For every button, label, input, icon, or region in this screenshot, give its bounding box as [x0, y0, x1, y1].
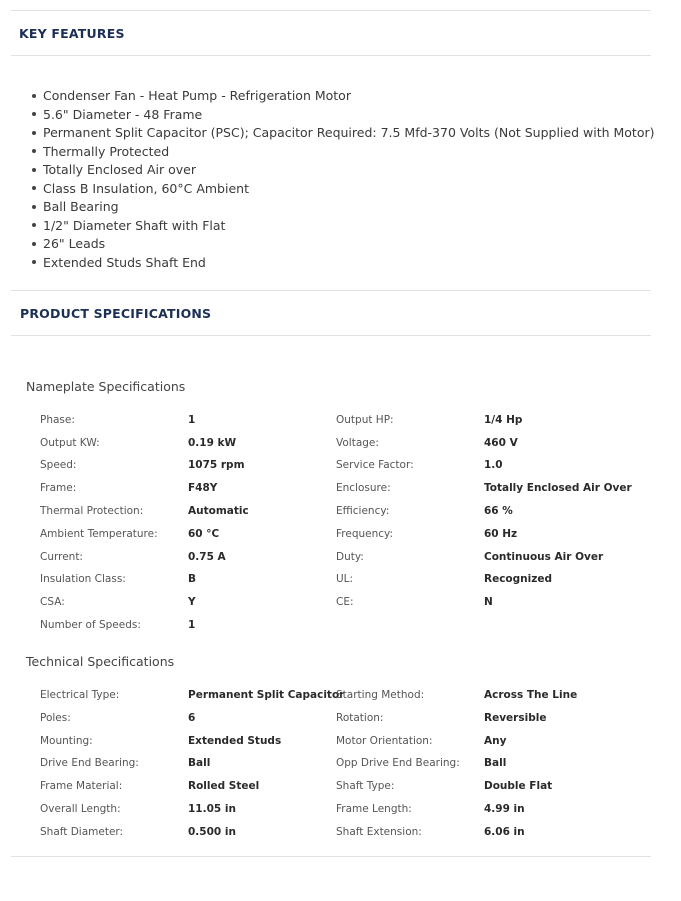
spec-value: Y: [188, 596, 196, 608]
spec-value: Extended Studs: [188, 735, 282, 747]
product-specifications-title: PRODUCT SPECIFICATIONS: [20, 306, 212, 321]
spec-label: Thermal Protection:: [40, 505, 144, 517]
spec-label: Output HP:: [336, 414, 394, 426]
spec-value: Continuous Air Over: [484, 551, 604, 563]
spec-value: 1: [188, 414, 196, 426]
spec-label: Current:: [40, 551, 83, 563]
table-row: [40, 825, 640, 847]
spec-label: Opp Drive End Bearing:: [336, 757, 460, 769]
spec-label: Shaft Extension:: [336, 826, 422, 838]
spec-value: 66 %: [484, 505, 513, 517]
spec-label: Number of Speeds:: [40, 619, 141, 631]
divider-top: [11, 10, 651, 11]
technical-specifications-title: Technical Specifications: [26, 654, 175, 669]
spec-label: CSA:: [40, 596, 65, 608]
spec-label: Overall Length:: [40, 803, 121, 815]
spec-value: 60 °C: [188, 528, 220, 540]
nameplate-specifications-title: Nameplate Specifications: [26, 379, 186, 394]
bullet-icon: [32, 94, 36, 98]
spec-label: Output KW:: [40, 437, 100, 449]
spec-label: CE:: [336, 596, 354, 608]
spec-label: Mounting:: [40, 735, 93, 747]
spec-value: 1075 rpm: [188, 459, 245, 471]
bullet-icon: [32, 168, 36, 172]
list-item: 5.6" Diameter - 48 Frame: [29, 106, 655, 125]
spec-label: Drive End Bearing:: [40, 757, 139, 769]
table-row: [40, 595, 640, 617]
divider-key-features: [11, 55, 651, 56]
list-item: Ball Bearing: [29, 198, 655, 217]
spec-label: Frame Length:: [336, 803, 412, 815]
bullet-icon: [32, 112, 36, 116]
spec-value: Across The Line: [484, 689, 578, 701]
list-item: Condenser Fan - Heat Pump - Refrigeration Motor: [29, 87, 655, 106]
spec-value: 1: [188, 619, 196, 631]
table-row: [40, 688, 640, 710]
spec-value: 1.0: [484, 459, 503, 471]
list-item: 26" Leads: [29, 235, 655, 254]
table-row: [40, 734, 640, 756]
bullet-icon: [32, 260, 36, 264]
table-row: [40, 436, 640, 458]
spec-value: Automatic: [188, 505, 249, 517]
spec-label: Insulation Class:: [40, 573, 126, 585]
bullet-icon: [32, 131, 36, 135]
spec-value: Any: [484, 735, 507, 747]
spec-label: Frame:: [40, 482, 77, 494]
list-item: Class B Insulation, 60°C Ambient: [29, 180, 655, 199]
table-row: [40, 779, 640, 801]
spec-label: Poles:: [40, 712, 71, 724]
spec-label: Motor Orientation:: [336, 735, 433, 747]
spec-value: Rolled Steel: [188, 780, 260, 792]
spec-value: 460 V: [484, 437, 518, 449]
list-item: 1/2" Diameter Shaft with Flat: [29, 217, 655, 236]
divider-bottom: [11, 856, 651, 857]
table-row: [40, 550, 640, 572]
table-row: [40, 618, 640, 640]
bullet-icon: [32, 205, 36, 209]
list-item: Extended Studs Shaft End: [29, 254, 655, 273]
spec-value: 6: [188, 712, 196, 724]
spec-value: B: [188, 573, 197, 585]
spec-value: 4.99 in: [484, 803, 525, 815]
table-row: [40, 481, 640, 503]
key-features-list: [29, 87, 655, 272]
spec-value: 11.05 in: [188, 803, 236, 815]
spec-value: F48Y: [188, 482, 218, 494]
bullet-icon: [32, 186, 36, 190]
key-features-title: KEY FEATURES: [19, 26, 125, 41]
table-row: [40, 504, 640, 526]
spec-value: 0.500 in: [188, 826, 236, 838]
spec-value: Ball: [188, 757, 211, 769]
spec-label: Electrical Type:: [40, 689, 120, 701]
spec-value: 0.75 A: [188, 551, 226, 563]
spec-label: Frequency:: [336, 528, 394, 540]
spec-value: 1/4 Hp: [484, 414, 523, 426]
bullet-icon: [32, 149, 36, 153]
spec-value: Totally Enclosed Air Over: [484, 482, 632, 494]
spec-value: 6.06 in: [484, 826, 525, 838]
list-item: Totally Enclosed Air over: [29, 161, 655, 180]
spec-value: 60 Hz: [484, 528, 518, 540]
spec-label: Duty:: [336, 551, 364, 563]
spec-label: Shaft Diameter:: [40, 826, 124, 838]
list-item: Thermally Protected: [29, 143, 655, 162]
list-item: Permanent Split Capacitor (PSC); Capacitor Required: 7.5 Mfd-370 Volts (Not Supplied with Motor): [29, 124, 655, 143]
table-row: [40, 711, 640, 733]
spec-label: Voltage:: [336, 437, 379, 449]
bullet-icon: [32, 223, 36, 227]
divider-features-end: [11, 290, 651, 291]
spec-label: Frame Material:: [40, 780, 123, 792]
table-row: [40, 527, 640, 549]
spec-label: Efficiency:: [336, 505, 390, 517]
bullet-icon: [32, 242, 36, 246]
spec-value: Ball: [484, 757, 507, 769]
spec-value: Recognized: [484, 573, 552, 585]
spec-label: Speed:: [40, 459, 77, 471]
divider-product-specs: [11, 335, 651, 336]
spec-label: Enclosure:: [336, 482, 391, 494]
spec-label: Rotation:: [336, 712, 384, 724]
table-row: [40, 756, 640, 778]
table-row: [40, 458, 640, 480]
spec-value: Permanent Split Capacitor: [188, 689, 345, 701]
table-row: [40, 413, 640, 435]
spec-value: Reversible: [484, 712, 547, 724]
spec-value: Double Flat: [484, 780, 553, 792]
spec-label: UL:: [336, 573, 354, 585]
spec-label: Service Factor:: [336, 459, 414, 471]
spec-label: Shaft Type:: [336, 780, 395, 792]
spec-value: 0.19 kW: [188, 437, 237, 449]
table-row: [40, 572, 640, 594]
spec-value: N: [484, 596, 493, 608]
spec-label: Ambient Temperature:: [40, 528, 158, 540]
table-row: [40, 802, 640, 824]
spec-label: Phase:: [40, 414, 75, 426]
spec-label: Starting Method:: [336, 689, 425, 701]
